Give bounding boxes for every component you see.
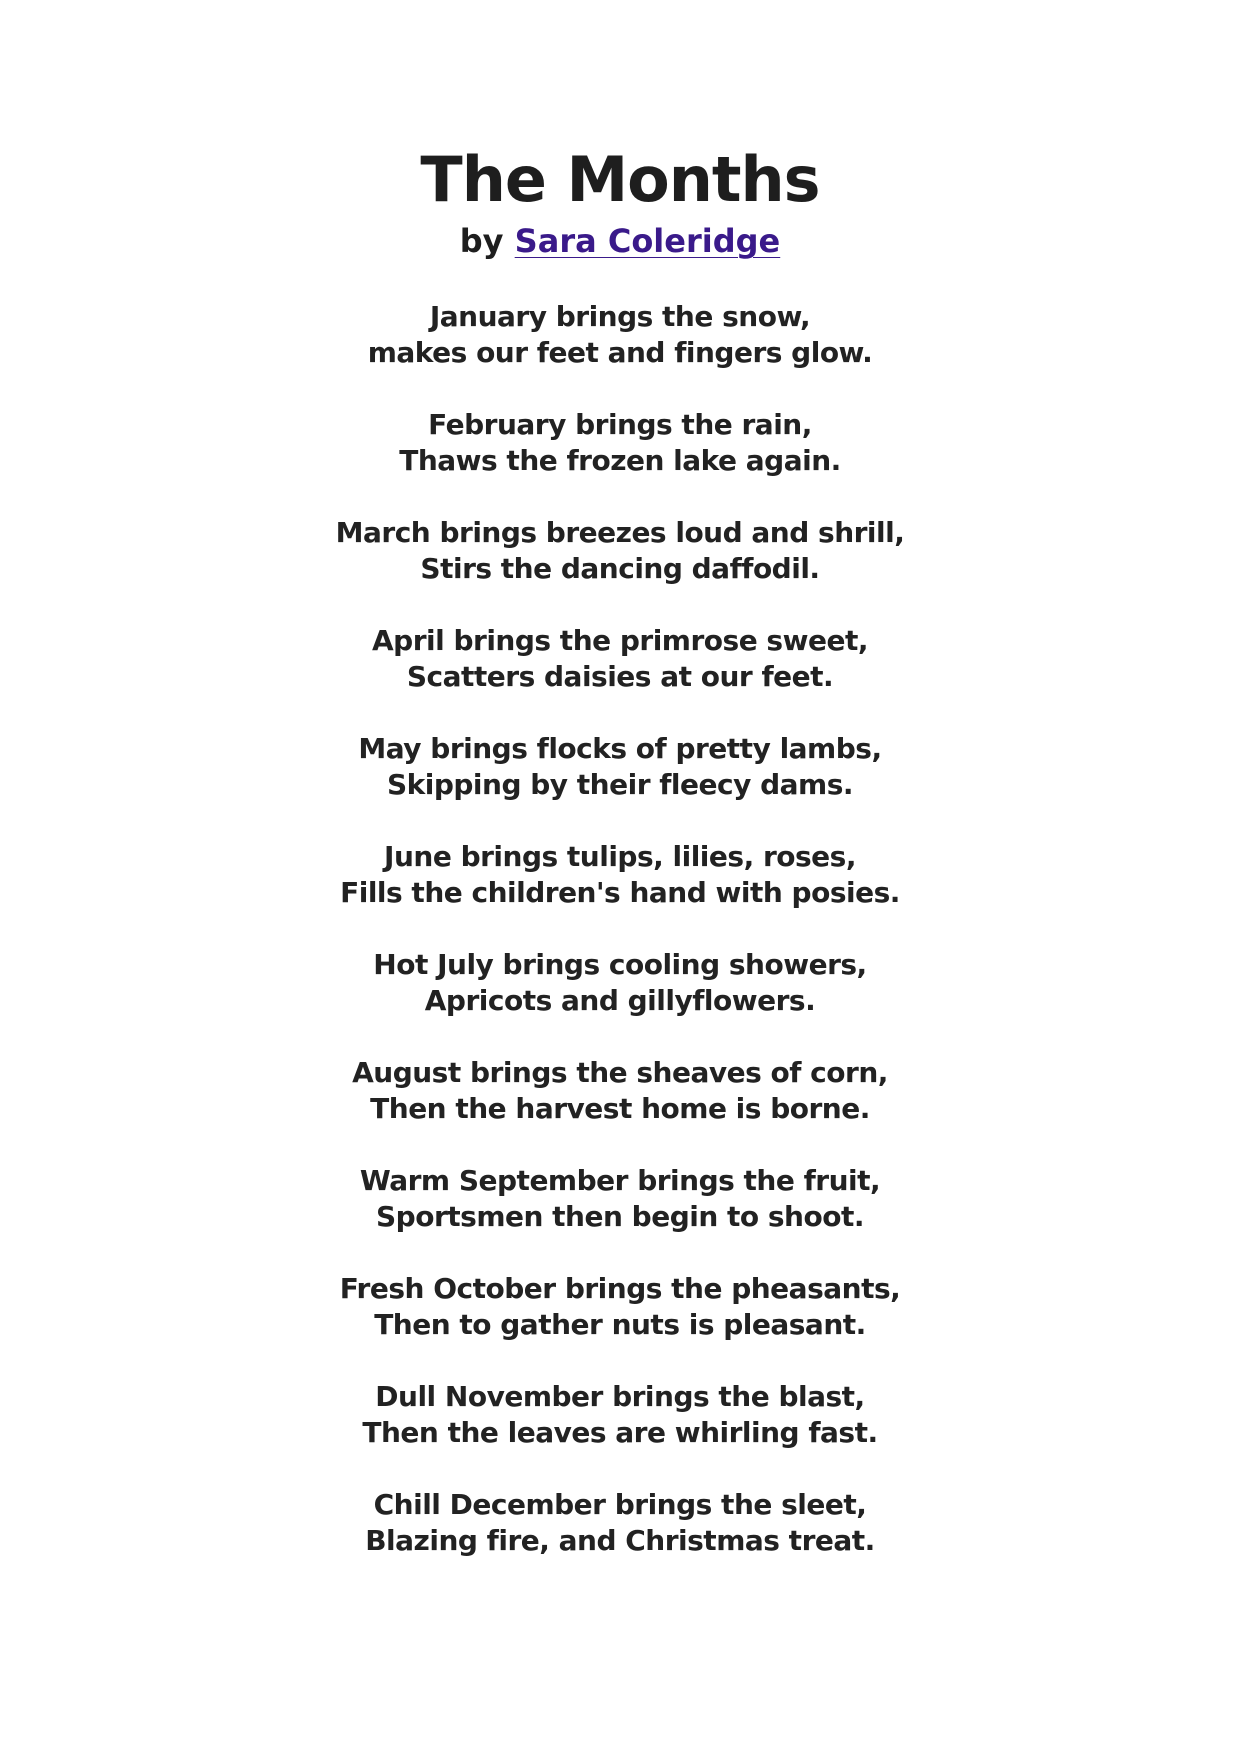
stanza-january <box>0 299 1240 407</box>
poem-line: Hot July brings cooling showers, <box>373 948 867 981</box>
poem-line: Then the leaves are whirling fast. <box>362 1416 878 1449</box>
poem-line: Then to gather nuts is pleasant. <box>374 1308 866 1341</box>
byline <box>0 218 1240 264</box>
poem-body <box>0 299 1240 1595</box>
poem-line: February brings the rain, <box>428 408 812 441</box>
stanza-february <box>0 407 1240 515</box>
poem-line: Blazing fire, and Christmas treat. <box>365 1524 875 1557</box>
stanza-november <box>0 1379 1240 1487</box>
stanza-june <box>0 839 1240 947</box>
stanza-may <box>0 731 1240 839</box>
poem-line: May brings flocks of pretty lambs, <box>358 732 882 765</box>
poem-line: Fresh October brings the pheasants, <box>339 1272 901 1305</box>
poem-line: Apricots and gillyflowers. <box>424 984 816 1017</box>
poem-line: June brings tulips, lilies, roses, <box>384 840 856 873</box>
poem-line: Scatters daisies at our feet. <box>406 660 834 693</box>
poem-line: Sportsmen then begin to shoot. <box>376 1200 864 1233</box>
poem-line: August brings the sheaves of corn, <box>352 1056 888 1089</box>
poem-line: Warm September brings the fruit, <box>359 1164 881 1197</box>
stanza-september <box>0 1163 1240 1271</box>
by-label: by <box>459 222 504 260</box>
poem-line: Dull November brings the blast, <box>375 1380 865 1413</box>
stanza-april <box>0 623 1240 731</box>
stanza-march <box>0 515 1240 623</box>
poem-line: Chill December brings the sleet, <box>373 1488 867 1521</box>
poem-line: April brings the primrose sweet, <box>372 624 868 657</box>
poem-line: Skipping by their fleecy dams. <box>386 768 854 801</box>
poem-line: Then the harvest home is borne. <box>370 1092 870 1125</box>
stanza-october <box>0 1271 1240 1379</box>
author-link[interactable]: Sara Coleridge <box>514 222 781 260</box>
poem-line: makes our feet and fingers glow. <box>367 336 873 369</box>
poem-line: Thaws the frozen lake again. <box>399 444 841 477</box>
stanza-december <box>0 1487 1240 1595</box>
stanza-august <box>0 1055 1240 1163</box>
stanza-july <box>0 947 1240 1055</box>
poem-line: January brings the snow, <box>429 300 811 333</box>
poem-line: Stirs the dancing daffodil. <box>420 552 820 585</box>
poem-line: March brings breezes loud and shrill, <box>335 516 905 549</box>
poem-title: The Months <box>420 143 820 216</box>
poem-line: Fills the children's hand with posies. <box>340 876 900 909</box>
